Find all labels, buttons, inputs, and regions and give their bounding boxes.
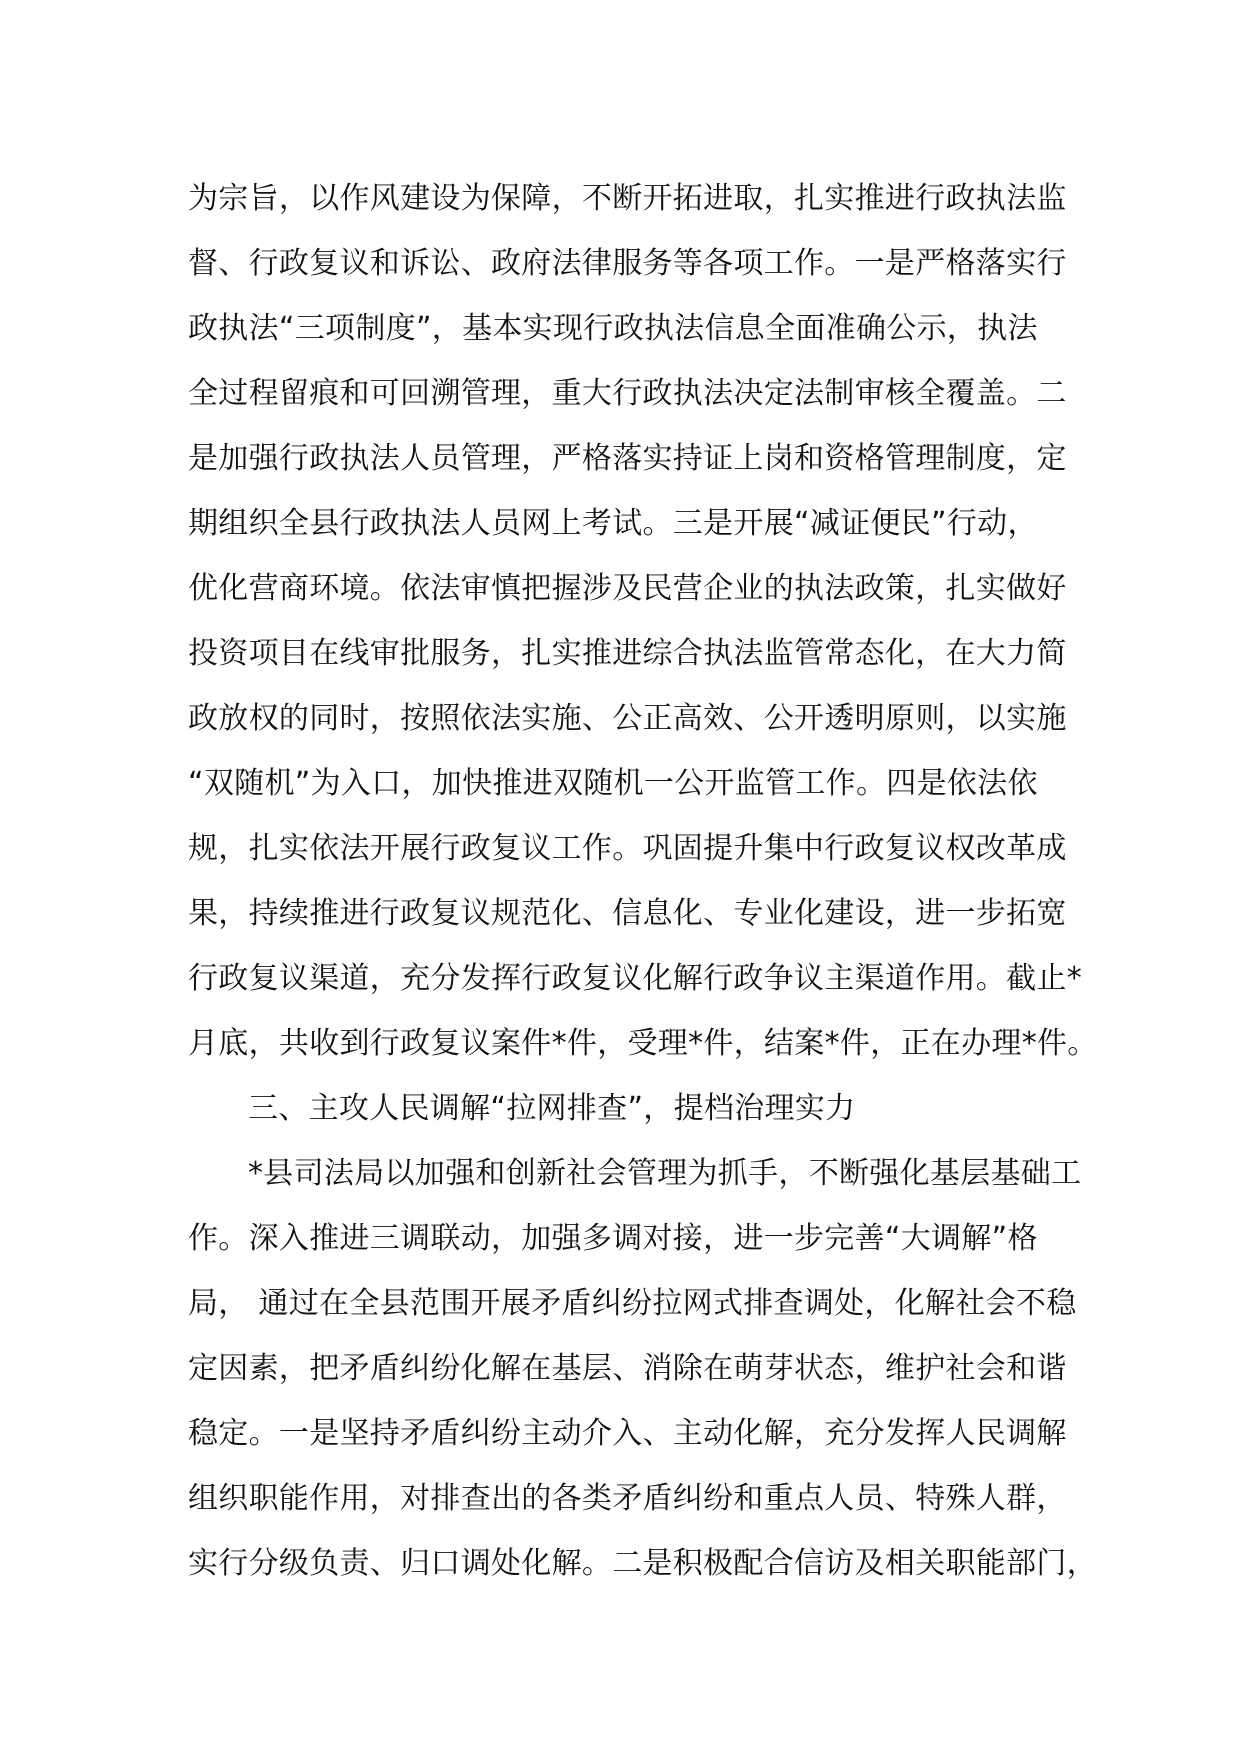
paragraph-line: 政放权的同时，按照依法实施、公正高效、公开透明原则，以实施 [188,701,1067,736]
paragraph-line: 定因素，把矛盾纠纷化解在基层、消除在萌芽状态，维护社会和谐 [188,1351,1067,1386]
paragraph-line: 稳定。一是坚持矛盾纠纷主动介入、主动化解，充分发挥人民调解 [188,1416,1067,1451]
paragraph-line: 优化营商环境。依法审慎把握涉及民营企业的执法政策，扎实做好 [188,571,1067,606]
section-heading: 三、主攻人民调解“拉网排查”，提档治理实力 [248,1091,856,1126]
paragraph-line: *县司法局以加强和创新社会管理为抓手，不断强化基层基础工 [248,1156,1082,1191]
paragraph-line: 局， 通过在全县范围开展矛盾纠纷拉网式排查调处，化解社会不稳 [188,1286,1077,1321]
paragraph-line: 为宗旨，以作风建设为保障，不断开拓进取，扎实推进行政执法监 [188,181,1067,216]
paragraph-line: 全过程留痕和可回溯管理，重大行政执法决定法制审核全覆盖。二 [188,376,1067,411]
paragraph-line: 督、行政复议和诉讼、政府法律服务等各项工作。一是严格落实行 [188,246,1067,281]
paragraph-line: 政执法“三项制度”，基本实现行政执法信息全面准确公示，执法 [188,311,1038,346]
paragraph-line: 行政复议渠道，充分发挥行政复议化解行政争议主渠道作用。截止* [188,961,1082,996]
paragraph-line: 月底，共收到行政复议案件*件，受理*件，结案*件，正在办理*件。 [188,1026,1098,1061]
paragraph-line: “双随机”为入口，加快推进双随机一公开监管工作。四是依法依 [188,766,1038,801]
paragraph-line: 作。深入推进三调联动，加强多调对接，进一步完善“大调解”格 [188,1221,1038,1256]
paragraph-line: 是加强行政执法人员管理，严格落实持证上岗和资格管理制度，定 [188,441,1067,476]
paragraph-line: 期组织全县行政执法人员网上考试。三是开展“减证便民”行动， [188,506,1038,541]
paragraph-line: 投资项目在线审批服务，扎实推进综合执法监管常态化，在大力简 [188,636,1067,671]
paragraph-line: 规，扎实依法开展行政复议工作。巩固提升集中行政复议权改革成 [188,831,1067,866]
document-body [188,166,1098,1596]
paragraph-line: 实行分级负责、归口调处化解。二是积极配合信访及相关职能部门， [188,1546,1097,1581]
paragraph-line: 组织职能作用，对排查出的各类矛盾纠纷和重点人员、特殊人群， [188,1481,1067,1516]
paragraph-line: 果，持续推进行政复议规范化、信息化、专业化建设，进一步拓宽 [188,896,1067,931]
